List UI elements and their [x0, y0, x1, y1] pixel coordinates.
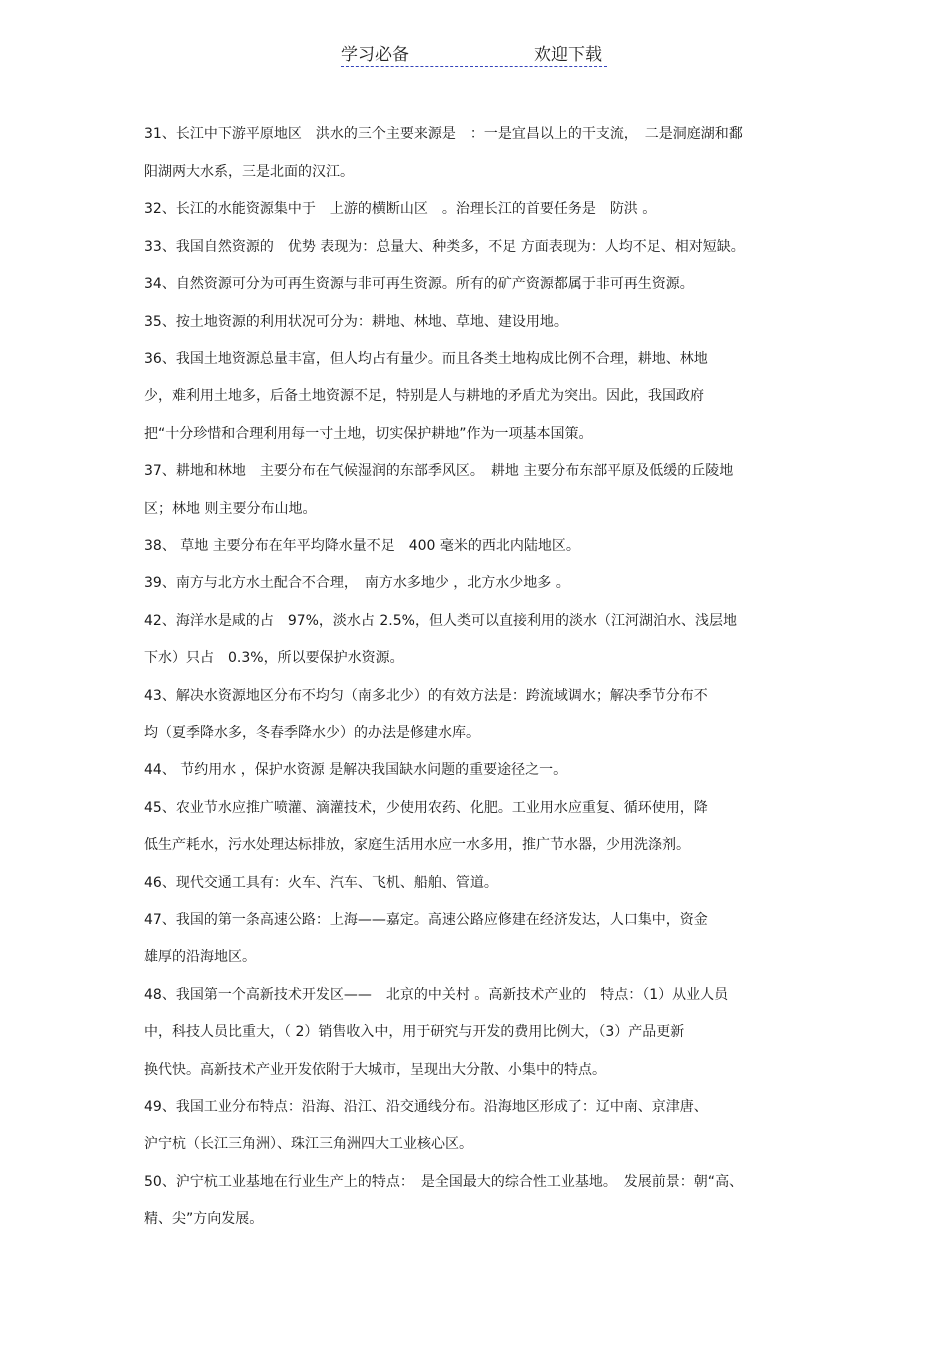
text-line: 42、海洋水是咸的占 97%，淡水占 2.5%，但人类可以直接利用的淡水（江河湖泊水、浅层地 [144, 613, 737, 629]
text-line: 中，科技人员比重大，（ 2）销售收入中，用于研究与开发的费用比例大，（3）产品更新 [144, 1024, 685, 1040]
text-line: 低生产耗水，污水处理达标排放，家庭生活用水应一水多用，推广节水器，少用洗涤剂。 [144, 837, 690, 853]
text-line: 31、长江中下游平原地区 洪水的三个主要来源是 ：一是宜昌以上的干支流， 二是洞庭湖和鄱 [144, 126, 743, 142]
text-line: 49、我国工业分布特点：沿海、沿江、沿交通线分布。沿海地区形成了：辽中南、京津唐、 [144, 1099, 708, 1115]
text-line: 43、解决水资源地区分布不均匀（南多北少）的有效方法是：跨流域调水；解决季节分布不 [144, 688, 708, 704]
text-line: 换代快。高新技术产业开发依附于大城市，呈现出大分散、小集中的特点。 [144, 1062, 606, 1078]
text-line: 32、长江的水能资源集中于 上游的横断山区 。治理长江的首要任务是 防洪 。 [144, 201, 657, 217]
text-line: 37、耕地和林地 主要分布在气候湿润的东部季风区。 耕地 主要分布东部平原及低缓的丘陵地 [144, 463, 734, 479]
text-line: 45、农业节水应推广喷灌、滴灌技术，少使用农药、化肥。工业用水应重复、循环使用，降 [144, 800, 708, 816]
text-line: 50、沪宁杭工业基地在行业生产上的特点： 是全国最大的综合性工业基地。 发展前景：朝“高、 [144, 1174, 744, 1190]
text-line: 区；林地 则主要分布山地。 [144, 501, 317, 517]
header-left-text: 学习必备 [341, 45, 409, 65]
text-line: 下水）只占 0.3%，所以要保护水资源。 [144, 650, 404, 666]
text-line: 沪宁杭（长江三角洲）、珠江三角洲四大工业核心区。 [144, 1136, 473, 1152]
text-line: 46、现代交通工具有：火车、汽车、飞机、船舶、管道。 [144, 875, 498, 891]
text-line: 48、我国第一个高新技术开发区—— 北京的中关村 。高新技术产业的 特点：（1）从业人员 [144, 987, 729, 1003]
header-divider [341, 66, 607, 67]
text-line: 阳湖两大水系，三是北面的汉江。 [144, 164, 354, 180]
text-line: 精、尖”方向发展。 [144, 1211, 264, 1227]
text-line: 少，难利用土地多，后备土地资源不足，特别是人与耕地的矛盾尤为突出。因此，我国政府 [144, 388, 704, 404]
text-line: 33、我国自然资源的 优势 表现为：总量大、种类多，不足 方面表现为：人均不足、相对短缺。 [144, 239, 745, 255]
header-right-text: 欢迎下载 [534, 45, 602, 65]
page-header [0, 40, 950, 66]
text-line: 44、 节约用水 ，保护水资源 是解决我国缺水问题的重要途径之一。 [144, 762, 568, 778]
text-line: 均（夏季降水多，冬春季降水少）的办法是修建水库。 [144, 725, 480, 741]
text-line: 雄厚的沿海地区。 [144, 949, 256, 965]
text-line: 47、我国的第一条高速公路：上海——嘉定。高速公路应修建在经济发达，人口集中，资金 [144, 912, 708, 928]
text-line: 36、我国土地资源总量丰富，但人均占有量少。而且各类土地构成比例不合理，耕地、林地 [144, 351, 708, 367]
text-line: 38、 草地 主要分布在年平均降水量不足 400 毫米的西北内陆地区。 [144, 538, 580, 554]
text-line: 把“十分珍惜和合理利用每一寸土地，切实保护耕地”作为一项基本国策。 [144, 426, 593, 442]
text-line: 39、南方与北方水土配合不合理， 南方水多地少 ，北方水少地多 。 [144, 575, 570, 591]
text-line: 34、自然资源可分为可再生资源与非可再生资源。所有的矿产资源都属于非可再生资源。 [144, 276, 694, 292]
text-line: 35、按土地资源的利用状况可分为：耕地、林地、草地、建设用地。 [144, 314, 568, 330]
